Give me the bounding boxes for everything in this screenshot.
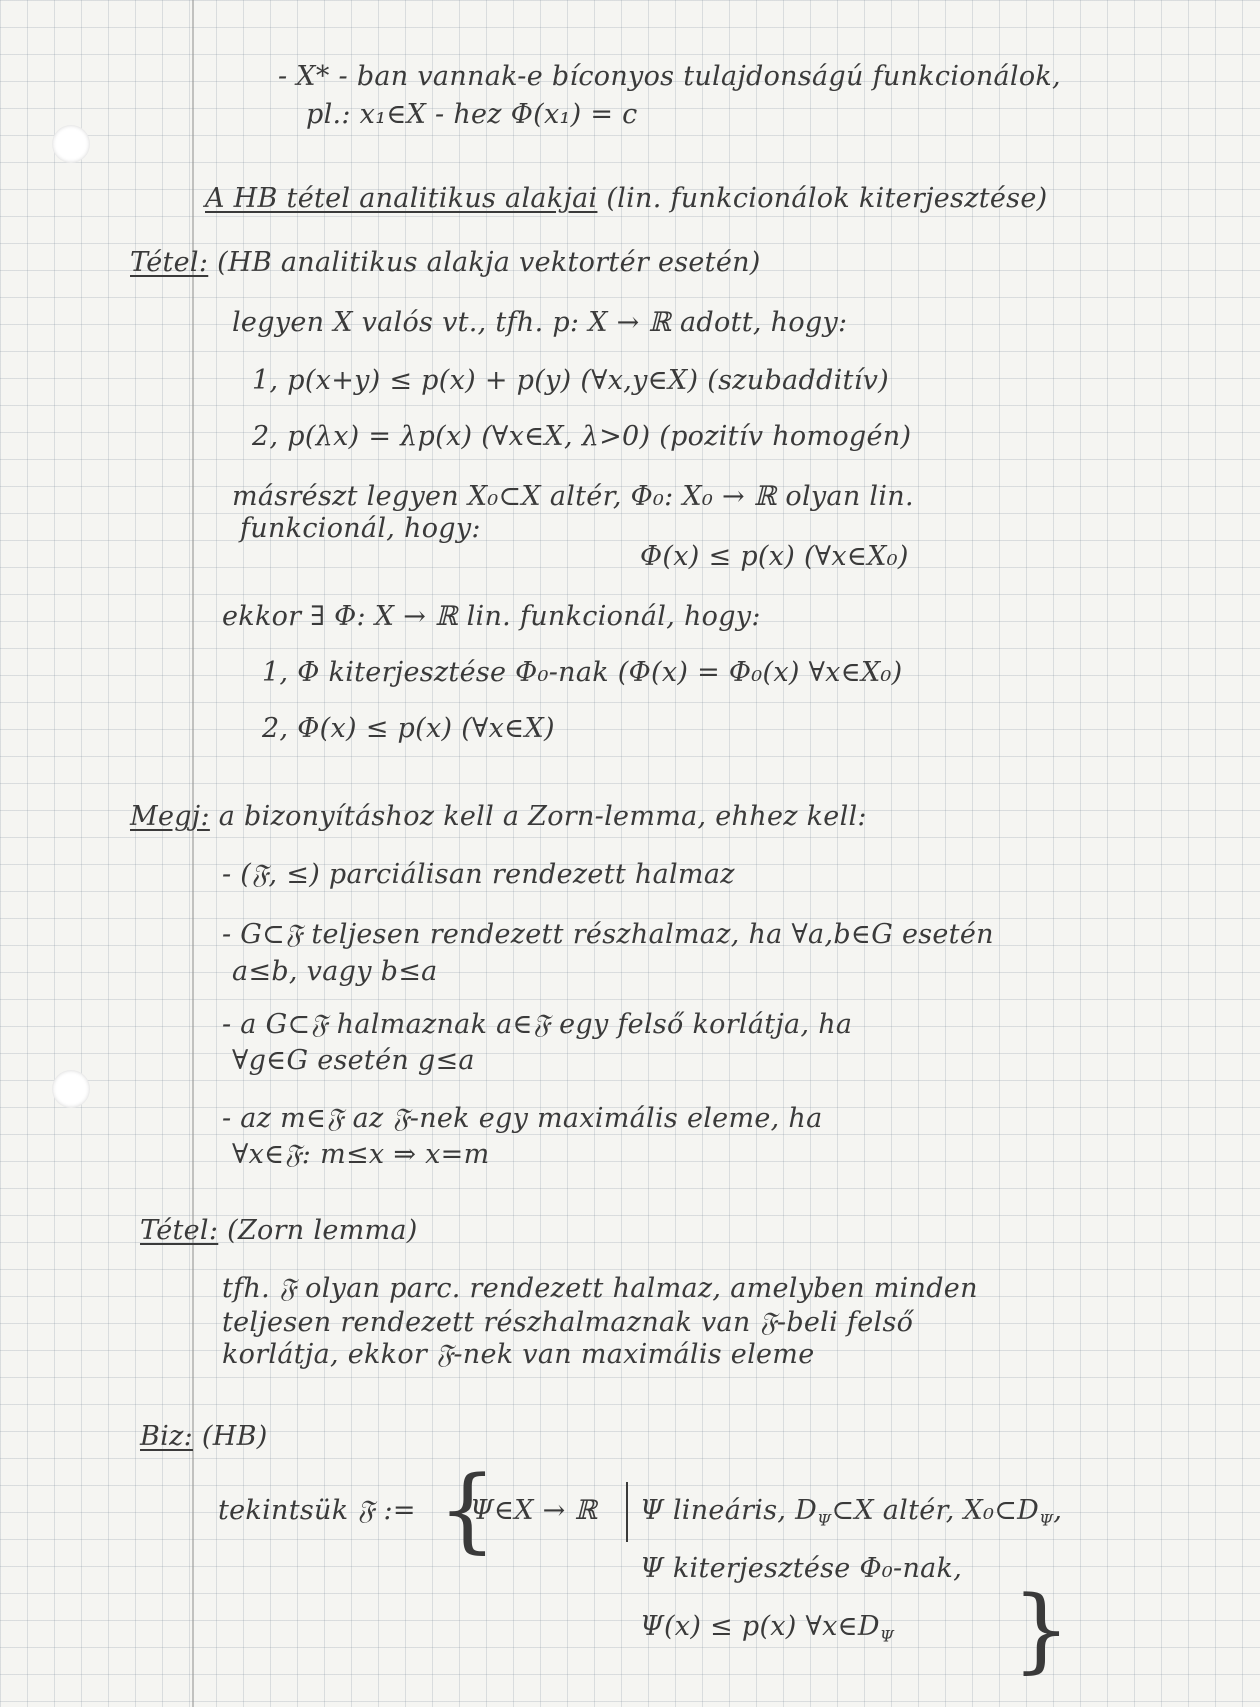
text-line: pl.: x₁∈X - hez Φ(x₁) = c xyxy=(306,99,638,130)
remark-label: Megj: xyxy=(130,801,210,832)
heading-paren: (lin. funkcionálok kiterjesztése) xyxy=(606,183,1048,214)
text-line: 2, p(λx) = λp(x) (∀x∈X, λ>0) (pozitív homogén) xyxy=(252,421,912,452)
section-heading xyxy=(205,182,1047,216)
set-element: Ψ∈X → ℝ xyxy=(470,1495,598,1526)
text-line: teljesen rendezett részhalmaznak van 𝔉-beli felső xyxy=(222,1307,914,1338)
text-line: 2, Φ(x) ≤ p(x) (∀x∈X) xyxy=(262,713,555,744)
theorem-title: (Zorn lemma) xyxy=(227,1215,418,1246)
text-line: - X* - ban vannak-e bíconyos tulajdonságú funkcionálok, xyxy=(278,61,1061,92)
punch-hole xyxy=(52,125,90,163)
theorem-line xyxy=(130,246,761,280)
condition-text: ⊂X altér, X₀⊂D xyxy=(831,1495,1040,1526)
text-line: legyen X valós vt., tfh. p: X → ℝ adott, hogy: xyxy=(232,307,848,338)
right-brace: } xyxy=(1012,1576,1071,1683)
text-line: másrészt legyen X₀⊂X altér, Φ₀: X₀ → ℝ olyan lin. xyxy=(232,481,914,512)
proof-line xyxy=(140,1420,268,1454)
condition-text: Ψ lineáris, D xyxy=(640,1495,818,1526)
left-brace: { xyxy=(438,1456,497,1563)
text-line: tfh. 𝔉 olyan parc. rendezett halmaz, amelyben minden xyxy=(222,1273,978,1304)
text-line: ∀x∈𝔉: m≤x ⇒ x=m xyxy=(232,1139,490,1170)
text-line: korlátja, ekkor 𝔉-nek van maximális eleme xyxy=(222,1339,815,1370)
text-line: ekkor ∃ Φ: X → ℝ lin. funkcionál, hogy: xyxy=(222,601,761,632)
subscript: Ψ xyxy=(1039,1510,1054,1530)
subscript: Ψ xyxy=(879,1626,895,1646)
text-line: ∀g∈G esetén g≤a xyxy=(232,1045,475,1076)
set-condition: Ψ kiterjesztése Φ₀-nak, xyxy=(640,1553,963,1584)
punch-hole xyxy=(52,1070,90,1108)
proof-label: Biz: xyxy=(140,1421,193,1452)
theorem-title: (HB analitikus alakja vektortér esetén) xyxy=(217,247,761,278)
theorem-label: Tétel: xyxy=(140,1215,219,1246)
theorem-line xyxy=(140,1214,418,1248)
text-line: - G⊂𝔉 teljesen rendezett részhalmaz, ha ∀a,b∈G esetén xyxy=(222,919,994,950)
proof-title: (HB) xyxy=(201,1421,268,1452)
condition-text: Ψ(x) ≤ p(x) ∀x∈D xyxy=(640,1611,880,1642)
remark-text: a bizonyításhoz kell a Zorn-lemma, ehhez kell: xyxy=(218,801,867,832)
heading-text: A HB tétel analitikus alakjai xyxy=(205,183,598,214)
text-line: - (𝔉, ≤) parciálisan rendezett halmaz xyxy=(222,859,735,890)
text-line: - a G⊂𝔉 halmaznak a∈𝔉 egy felső korlátja, ha xyxy=(222,1009,853,1040)
theorem-label: Tétel: xyxy=(130,247,209,278)
text-line: Φ(x) ≤ p(x) (∀x∈X₀) xyxy=(640,541,909,572)
subscript: Ψ xyxy=(817,1510,832,1530)
remark-line xyxy=(130,800,867,834)
text-line: - az m∈𝔉 az 𝔉-nek egy maximális eleme, ha xyxy=(222,1103,823,1134)
set-condition xyxy=(640,1610,894,1653)
set-separator xyxy=(626,1482,628,1542)
text-line: 1, p(x+y) ≤ p(x) + p(y) (∀x,y∈X) (szubadditív) xyxy=(252,365,890,396)
text-line: 1, Φ kiterjesztése Φ₀-nak (Φ(x) = Φ₀(x) ∀x∈X₀) xyxy=(262,657,903,688)
set-condition xyxy=(640,1494,1062,1537)
set-definition-label: tekintsük 𝔉 := xyxy=(218,1495,416,1526)
text-line: a≤b, vagy b≤a xyxy=(232,956,438,987)
condition-text: , xyxy=(1053,1495,1063,1526)
text-line: funkcionál, hogy: xyxy=(240,513,481,544)
